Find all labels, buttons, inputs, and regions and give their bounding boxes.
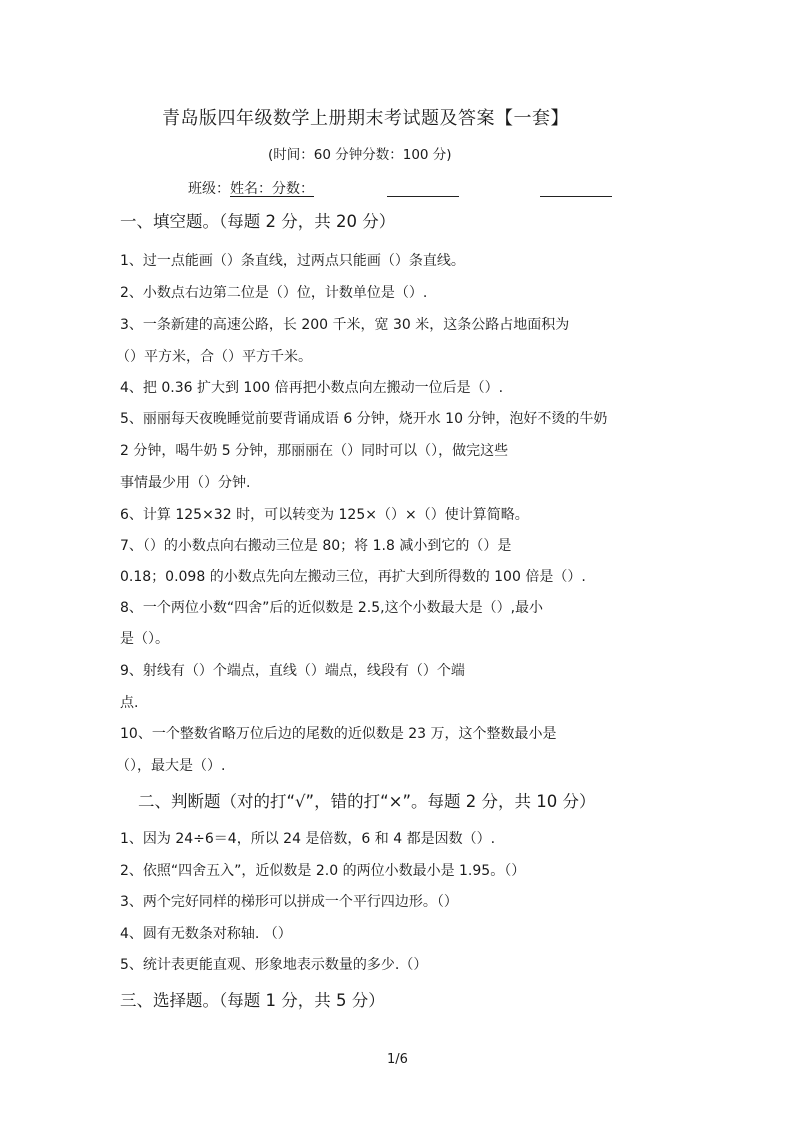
name-blank-line: [387, 196, 459, 197]
score-blank-line: [540, 196, 612, 197]
page-number: 1/6: [387, 1052, 408, 1067]
question-line: 3、两个完好同样的梯形可以拼成一个平行四边形。（）: [120, 894, 458, 910]
question-line: 7、（）的小数点向右搬动三位是 80；将 1.8 减小到它的（）是: [120, 538, 512, 554]
question-line: 6、计算 125×32 时，可以转变为 125×（）×（）使计算简略。: [120, 507, 529, 523]
question-line: 2、小数点右边第二位是（）位，计数单位是（）.: [120, 285, 428, 301]
question-line: 2、依照“四舍五入”，近似数是 2.0 的两位小数最小是 1.95。（）: [120, 863, 526, 879]
student-info-row: [188, 182, 314, 196]
question-line: 5、丽丽每天夜晚睡觉前要背诵成语 6 分钟，烧开水 10 分钟，泡好不烫的牛奶: [120, 411, 608, 427]
question-line: （）平方米，合（）平方千米。: [116, 349, 312, 365]
question-line: 是（）。: [120, 631, 169, 647]
section-heading-true-false: 二、判断题（对的打“√”，错的打“×”。每题 2 分，共 10 分）: [138, 792, 596, 811]
question-line: 2 分钟，喝牛奶 5 分钟，那丽丽在（）同时可以（），做完这些: [120, 443, 509, 459]
question-line: 10、一个整数省略万位后边的尾数的近似数是 23 万，这个整数最小是: [120, 726, 557, 742]
question-line: 1、因为 24÷6＝4，所以 24 是倍数，6 和 4 都是因数（）.: [120, 831, 496, 847]
name-score-label: 姓名：分数：: [230, 181, 314, 197]
question-line: 4、圆有无数条对称轴. （）: [120, 926, 292, 942]
exam-time-score: (时间：60 分钟分数：100 分): [268, 147, 452, 163]
section-heading-fill-blank: 一、填空题。（每题 2 分，共 20 分）: [120, 212, 396, 231]
page-title: 青岛版四年级数学上册期末考试题及答案【一套】: [162, 108, 569, 129]
question-line: 4、把 0.36 扩大到 100 倍再把小数点向左搬动一位后是（）.: [120, 380, 504, 396]
question-line: （），最大是（）.: [116, 758, 226, 774]
question-line: 8、一个两位小数“四舍”后的近似数是 2.5,这个小数最大是（）,最小: [120, 600, 544, 616]
question-line: 9、射线有（）个端点，直线（）端点，线段有（）个端: [120, 663, 465, 679]
question-line: 3、一条新建的高速公路，长 200 千米，宽 30 米，这条公路占地面积为: [120, 317, 570, 333]
class-label: 班级：: [188, 181, 230, 197]
section-heading-multiple-choice: 三、选择题。（每题 1 分，共 5 分）: [120, 991, 385, 1010]
question-line: 1、过一点能画（）条直线，过两点只能画（）条直线。: [120, 253, 465, 269]
question-line: 0.18；0.098 的小数点先向左搬动三位，再扩大到所得数的 100 倍是（）.: [120, 569, 586, 585]
question-line: 5、统计表更能直观、形象地表示数量的多少.（）: [120, 957, 428, 973]
question-line: 点.: [120, 695, 139, 711]
question-line: 事情最少用（）分钟.: [120, 475, 251, 491]
